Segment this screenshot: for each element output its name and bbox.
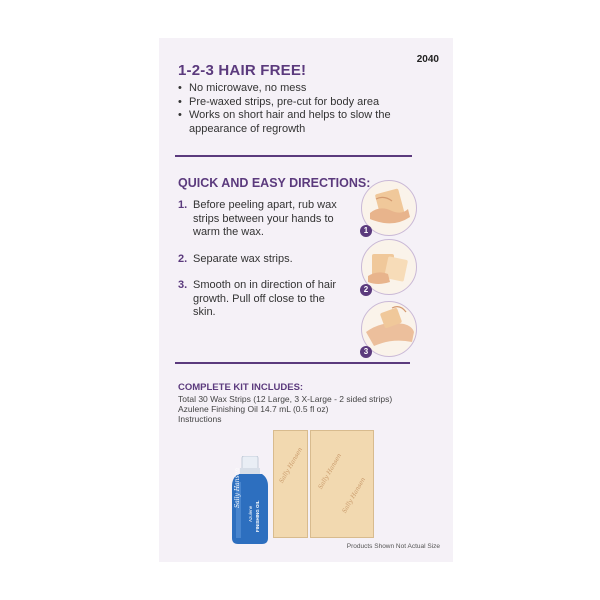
direction-step-3 xyxy=(178,279,346,320)
wax-strip-large xyxy=(273,430,308,538)
finishing-oil-bottle xyxy=(230,456,270,544)
step-3-illustration xyxy=(361,301,417,357)
product-code: 2040 xyxy=(416,54,439,65)
bottle-line1: Azulene xyxy=(248,505,253,522)
kit-title: COMPLETE KIT INCLUDES: xyxy=(178,382,304,393)
hair-free-title: 1-2-3 HAIR FREE! xyxy=(178,62,307,79)
strip-brand-print: Sally Hansen xyxy=(278,446,305,485)
benefit-item: • Works on short hair and helps to slow the appearance of regrowth xyxy=(178,109,428,136)
strip-brand-print: Sally Hansen xyxy=(317,452,344,491)
benefits-list xyxy=(178,82,428,136)
strip-brand-print: Sally Hansen xyxy=(341,476,368,515)
directions-title: QUICK AND EASY DIRECTIONS: xyxy=(178,176,371,190)
step-text: Before peeling apart, rub wax strips between your hands to warm the wax. xyxy=(193,199,337,238)
step-badge: 3 xyxy=(360,346,372,358)
step-badge: 2 xyxy=(360,284,372,296)
kit-list xyxy=(178,394,392,424)
step-number: 1. xyxy=(178,199,188,211)
step-1-illustration xyxy=(361,180,417,236)
bottle-brand: Sally Hansen xyxy=(234,468,241,508)
direction-step-1 xyxy=(178,199,346,240)
section-divider xyxy=(175,155,412,157)
kit-item: Azulene Finishing Oil 14.7 mL (0.5 fl oz) xyxy=(178,404,329,414)
footnote: Products Shown Not Actual Size xyxy=(346,543,440,550)
step-number: 2. xyxy=(178,253,188,265)
direction-step-2 xyxy=(178,253,346,267)
bottle-line2: FINISHING OIL xyxy=(255,500,260,532)
benefit-item: • Pre-waxed strips, pre-cut for body area xyxy=(178,96,428,110)
step-text: Separate wax strips. xyxy=(193,253,293,265)
benefit-item: • No microwave, no mess xyxy=(178,82,428,96)
section-divider xyxy=(175,362,410,364)
step-badge: 1 xyxy=(360,225,372,237)
instruction-card xyxy=(159,38,453,562)
kit-item: Total 30 Wax Strips (12 Large, 3 X-Large - 2 sided strips) xyxy=(178,394,393,404)
wax-strip-xlarge xyxy=(310,430,374,538)
step-2-illustration xyxy=(361,239,417,295)
kit-item: Instructions xyxy=(178,414,222,424)
step-number: 3. xyxy=(178,279,188,291)
step-text: Smooth on in direction of hair growth. Pull off close to the skin. xyxy=(193,279,337,318)
